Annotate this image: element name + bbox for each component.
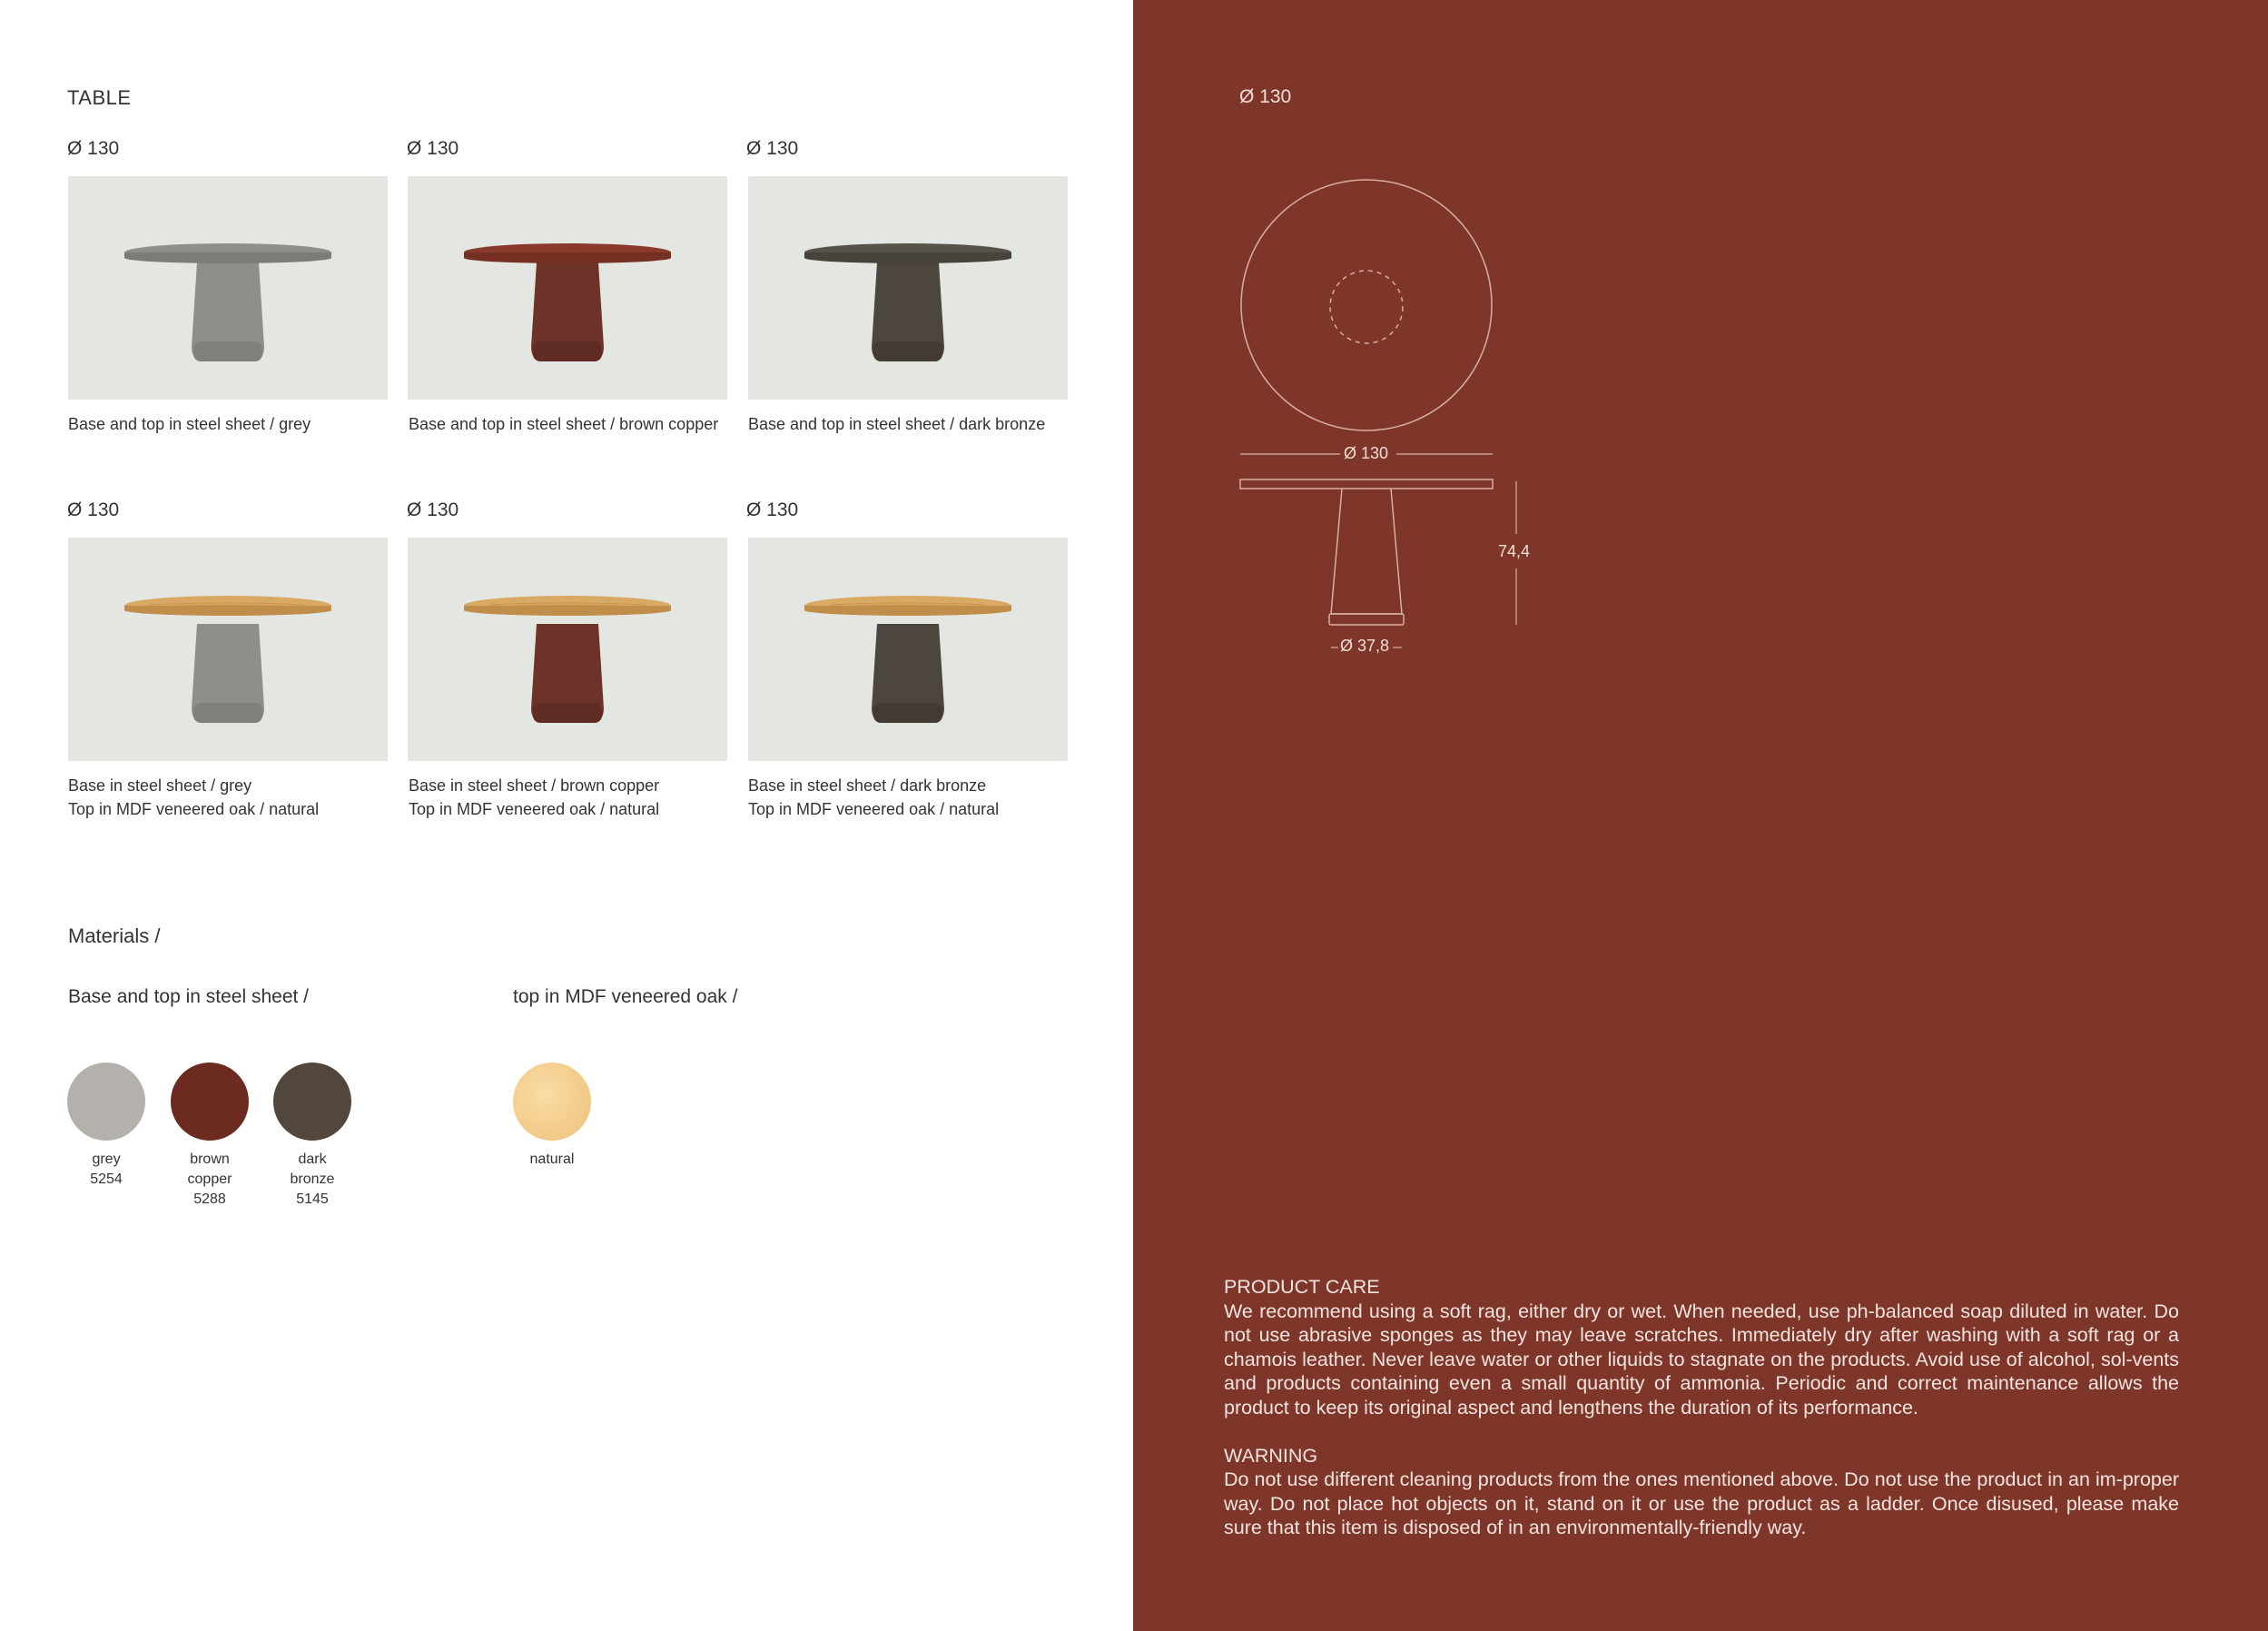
product-dim: Ø 130 <box>407 499 459 520</box>
care-text: We recommend using a soft rag, either dry or wet. When needed, use ph-balanced soap diluted in water. Do not use abrasive sponges as they may leave scratches. Immediately dry after washing with a soft rag or a chamois leather. Never leave water or other liquids to stagnate on the products. Avoid use of alcohol, sol-vents and products containing even a small quantity of ammonia. Periodic and correct maintenance allows the product to keep its original aspect and lengthens the duration of its performance. <box>1224 1300 2179 1418</box>
drawing-dim-title: Ø 130 <box>1239 86 1292 107</box>
product-care <box>1224 1275 2179 1540</box>
warning-text: Do not use different cleaning products from the ones mentioned above. Do not use the product in an im-proper way. Do not place hot objects on it, stand on it or use the product as a ladder. Once disused, please make sure that this item is disposed of in an environmentally-friendly way. <box>1224 1468 2179 1539</box>
product-caption <box>409 774 659 821</box>
product-caption: Base and top in steel sheet / grey <box>68 415 311 433</box>
oak-materials-title: top in MDF veneered oak / <box>513 986 738 1007</box>
right-page <box>1133 0 2268 1631</box>
caption-base: Base in steel sheet / dark bronze <box>748 776 987 795</box>
steel-materials-title: Base and top in steel sheet / <box>68 986 310 1007</box>
table-illustration <box>408 176 727 400</box>
product-image <box>748 176 1068 400</box>
warning-title: WARNING <box>1224 1444 1318 1467</box>
product-caption <box>68 774 319 821</box>
product-image <box>408 538 727 761</box>
product-caption <box>748 774 999 821</box>
product-image <box>748 538 1068 761</box>
table-illustration <box>748 538 1068 761</box>
product-caption: Base and top in steel sheet / brown copper <box>409 415 719 433</box>
technical-drawing <box>1133 0 2268 690</box>
swatch-label: dark bronze 5145 <box>290 1152 335 1207</box>
product-image <box>408 176 727 400</box>
caption-top: Top in MDF veneered oak / natural <box>409 800 660 818</box>
table-illustration <box>748 176 1068 400</box>
product-image <box>68 538 388 761</box>
swatch-label: brown copper 5288 <box>187 1152 232 1207</box>
top-diameter-label: Ø 130 <box>1344 444 1389 462</box>
height-label: 74,4 <box>1498 542 1531 560</box>
caption-base: Base in steel sheet / grey <box>68 776 252 795</box>
product-image <box>68 176 388 400</box>
product-dim: Ø 130 <box>407 138 459 159</box>
base-diameter-label: Ø 37,8 <box>1340 637 1390 655</box>
product-dim: Ø 130 <box>67 499 120 520</box>
swatch-oak-natural <box>513 1063 591 1141</box>
table-illustration <box>68 538 388 761</box>
section-title: TABLE <box>67 86 132 109</box>
caption-top: Top in MDF veneered oak / natural <box>68 800 320 818</box>
materials-title: Materials / <box>68 924 161 947</box>
swatch-grey <box>67 1063 145 1141</box>
left-page <box>0 0 1133 1631</box>
swatch-brown-copper <box>171 1063 249 1141</box>
product-dim: Ø 130 <box>746 138 799 159</box>
care-title: PRODUCT CARE <box>1224 1276 1380 1298</box>
caption-top: Top in MDF veneered oak / natural <box>748 800 1000 818</box>
product-dim: Ø 130 <box>746 499 799 520</box>
table-illustration <box>68 176 388 400</box>
table-illustration <box>408 538 727 761</box>
swatch-label: natural <box>529 1152 575 1167</box>
product-dim: Ø 130 <box>67 138 120 159</box>
swatch-label: grey 5254 <box>90 1152 123 1187</box>
swatch-dark-bronze <box>273 1063 351 1141</box>
caption-base: Base in steel sheet / brown copper <box>409 776 660 795</box>
product-caption: Base and top in steel sheet / dark bronze <box>748 415 1046 433</box>
